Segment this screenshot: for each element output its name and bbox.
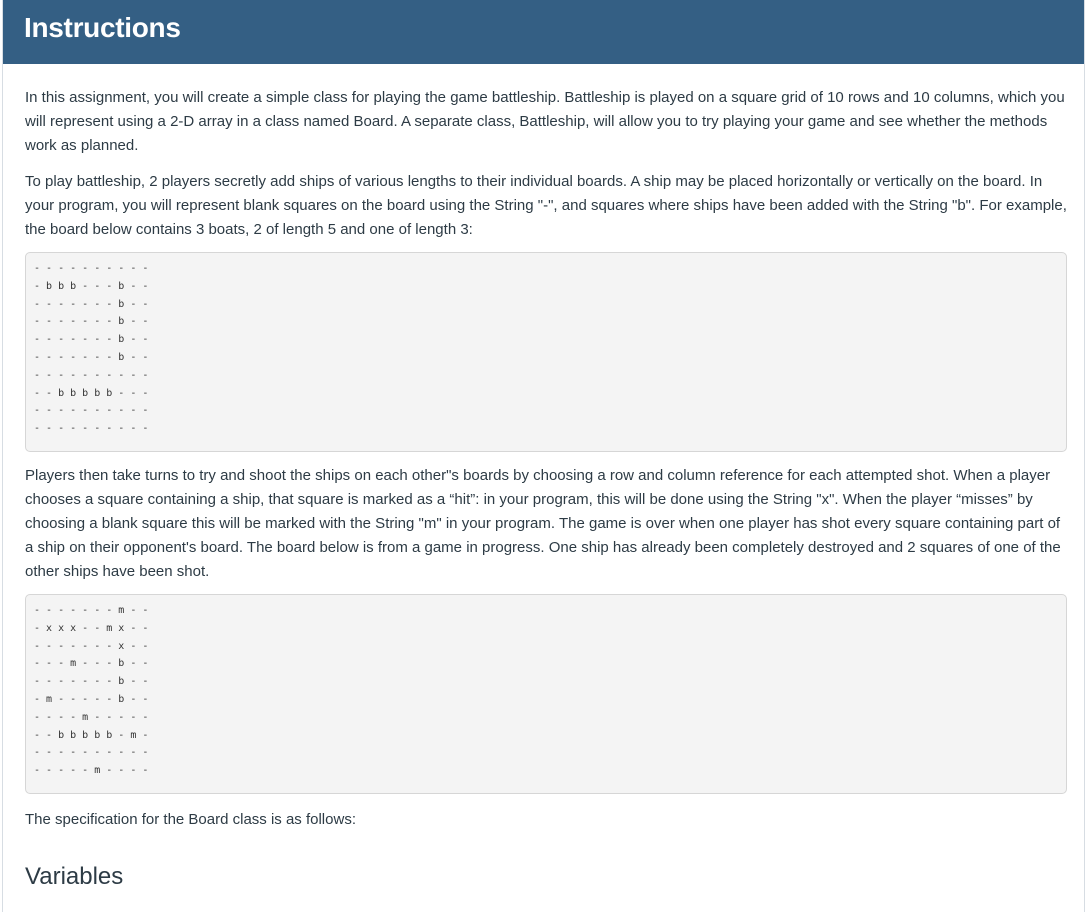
board-row: - - - - - - - - - - [34,747,149,759]
board-row: - - - - - - - b - - [34,298,149,310]
instructions-content [25,86,1067,892]
specification-intro: The specification for the Board class is as follows: [25,811,356,828]
board-row: - - - - - - - - - - [34,405,149,417]
board-row: - - b b b b b - m - [34,729,149,741]
board-row: - - - - - - - - - - [34,423,149,435]
variables-heading: Variables [25,863,124,890]
page-title: Instructions [24,12,181,43]
instructions-header [3,0,1084,64]
board-row: - - - m - - - b - - [34,658,149,670]
board-row: - - - - - - - b - - [34,351,149,363]
board-row: - - - - - m - - - - [34,765,149,777]
in-progress-board-code-block [25,594,1067,794]
board-row: - m - - - - - b - - [34,693,149,705]
board-row: - - - - - - - - - - [34,369,149,381]
instructions-panel [2,0,1085,912]
board-row: - - - - - - - - - - [34,263,149,274]
setup-paragraph: To play battleship, 2 players secretly add ships of various lengths to their individual boards. A ship may be placed horizontally or vertically on the board. In your program, you will represent blank squares on the board using the String "-", and squares where ships have been added with the String "b". For example, the board below contains 3 boats, 2 of length 5 and one of length 3: [25,173,1067,238]
intro-paragraph: In this assignment, you will create a simple class for playing the game battleship. Battleship is played on a square grid of 10 rows and 10 columns, which you will represent using a 2-D array in a class named Board. A separate class, Battleship, will allow you to try playing your game and see whether the methods work as planned. [25,89,1065,154]
board-row: - - - - - - - b - - [34,676,149,688]
board-row: - x x x - - m x - - [34,622,149,634]
board-row: - - - - m - - - - - [34,711,149,723]
board-row: - - b b b b b - - - [34,387,149,399]
board-row: - b b b - - - b - - [34,280,149,292]
board-row: - - - - - - - x - - [34,640,149,652]
board-row: - - - - - - - b - - [34,316,149,328]
example-board-code-block [25,252,1067,452]
board-row: - - - - - - - m - - [34,605,149,616]
gameplay-paragraph: Players then take turns to try and shoot the ships on each other"s boards by choosing a row and column reference for each attempted shot. When a player chooses a square containing a ship, that square is marked as a “hit”: in your program, this will be done using the String "x". When the player “misses” by choosing a blank square this will be marked with the String "m" in your program. The game is over when one player has shot every square containing part of a ship on their opponent's board. The board below is from a game in progress. One ship has already been completely destroyed and 2 squares of one of the other ships have been shot. [25,467,1061,580]
board-row: - - - - - - - b - - [34,334,149,346]
